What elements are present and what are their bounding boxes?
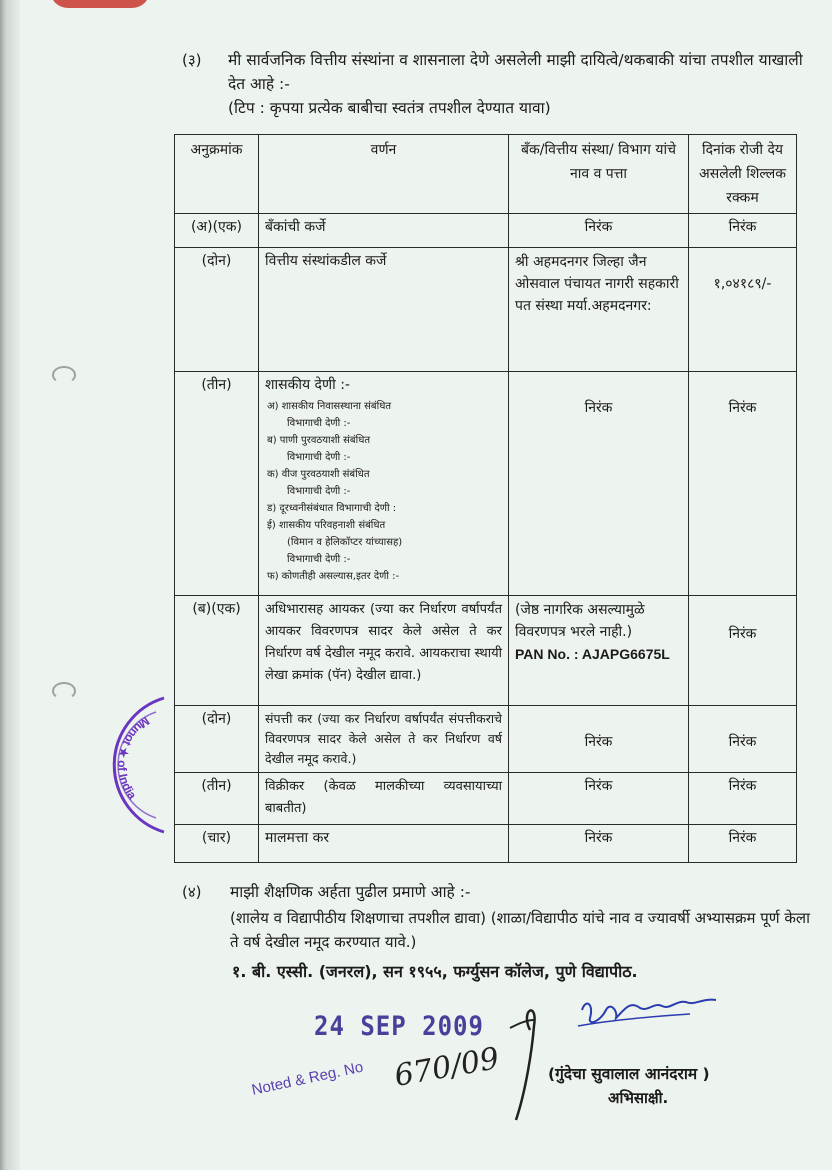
svg-text:Munot ★ of India [115, 714, 152, 802]
row-description [259, 372, 509, 596]
row-description: विक्रीकर (केवळ मालकीच्या व्यवसायाच्या बाबतीत) [259, 773, 509, 825]
row-amount: निरंक [689, 773, 797, 825]
list-item: फ) कोणतीही असल्यास,इतर देणी :- [267, 571, 400, 582]
table-row [175, 214, 797, 248]
section-4-intro: माझी शैक्षणिक अर्हता पुढील प्रमाणे आहे :- [230, 883, 471, 901]
punch-hole-mark [52, 366, 76, 384]
education-entry: १. बी. एस्सी. (जनरल), सन १९५५, फर्ग्युसन कॉलेज, पुणे विद्यापीठ. [232, 962, 638, 981]
row-description: बँकांची कर्जे [259, 214, 509, 248]
row-institution: निरंक [509, 825, 689, 863]
row-institution: निरंक [509, 773, 689, 825]
row-institution: निरंक [509, 214, 689, 248]
section-3-intro: मी सार्वजनिक वित्तीय संस्थांना व शासनाला देणे असलेली माझी दायित्वे/थकबाकी यांचा तपशील याखाली देत आहे :- [228, 51, 803, 93]
pan-number: PAN No. : AJAPG6675L [515, 646, 670, 662]
row-serial: (तीन) [175, 372, 259, 596]
row-serial: (अ)(एक) [175, 214, 259, 248]
row-serial: (ब)(एक) [175, 596, 259, 706]
list-item: ब) पाणी पुरवठयाशी संबंधित [267, 435, 371, 446]
section-4-note: (शालेय व विद्यापीठीय शिक्षणाचा तपशील द्यावा) (शाळा/विद्यापीठ यांचे नाव व ज्यावर्षी अभ्यासक्रम पूर्ण केला ते वर्ष देखील नमूद करण्यात यावे.) [230, 909, 810, 951]
section-3-number: (३) [182, 51, 202, 69]
notary-seal [86, 690, 176, 840]
row-description: अधिभारासह आयकर (ज्या कर निर्धारण वर्षापर्यंत आयकर विवरणपत्र सादर केले असेल ते कर निर्धारण वर्ष देखील नमूद करावे. आयकराचा स्थायी लेखा क्रमांक (पॅन) देखील द्यावा.) [259, 596, 509, 706]
list-item: (विमान व हेलिकॉप्टर यांच्यासह) [287, 537, 403, 548]
row-description: मालमत्ता कर [259, 825, 509, 863]
row-serial: (दोन) [175, 706, 259, 773]
header-description: वर्णन [259, 135, 509, 214]
list-item: विभागाची देणी :- [287, 486, 351, 497]
government-dues-list [265, 398, 502, 585]
page-edge-shadow [0, 0, 20, 1170]
signatory-title: अभिसाक्षी. [608, 1089, 669, 1107]
seal-text: Munot ★ of India [115, 713, 153, 802]
header-serial: अनुक्रमांक [175, 135, 259, 214]
list-item: ड) दूरध्वनीसंबंधात विभागाची देणी : [267, 503, 397, 514]
row-institution: निरंक [509, 372, 689, 596]
table-row [175, 706, 797, 773]
income-tax-note: (जेष्ठ नागरिक असल्यामुळे विवरणपत्र भरले नाही.) [515, 602, 645, 640]
list-item: अ) शासकीय निवासस्थाना संबंधित [267, 401, 392, 412]
row-description-title: शासकीय देणी :- [265, 377, 350, 393]
table-row [175, 825, 797, 863]
list-item: विभागाची देणी :- [287, 418, 351, 429]
row-amount: निरंक [689, 596, 797, 706]
signatory-name: (गुंदेचा सुवालाल आनंदराम ) [548, 1065, 710, 1083]
header-institution: बँक/वित्तीय संस्था/ विभाग यांचे नाव व पत्ता [509, 135, 689, 214]
row-amount: निरंक [689, 214, 797, 248]
noted-reg-stamp: Noted & Reg. No [250, 1058, 365, 1099]
table-row [175, 372, 797, 596]
table-row [175, 596, 797, 706]
row-description: संपत्ती कर (ज्या कर निर्धारण वर्षापर्यंत संपत्तीकराचे विवरणपत्र सादर केले असेल ते कर निर्धारण वर्ष देखील नमूद करावे.) [259, 706, 509, 773]
row-amount: १,०४१८९/- [689, 248, 797, 372]
registration-number: 670/09 [391, 1041, 502, 1094]
section-4-number: (४) [182, 883, 202, 901]
table-row [175, 248, 797, 372]
table-header-row [175, 135, 797, 214]
list-item: विभागाची देणी :- [287, 554, 351, 565]
row-serial: (दोन) [175, 248, 259, 372]
list-item: विभागाची देणी :- [287, 452, 351, 463]
section-3-note: (टिप : कृपया प्रत्येक बाबीचा स्वतंत्र तपशील देण्यात यावा) [228, 99, 551, 117]
row-institution: निरंक [509, 706, 689, 773]
date-stamp: 24 SEP 2009 [314, 1010, 484, 1042]
list-item: ई) शासकीय परिवहनाशी संबंधित [267, 520, 386, 531]
table-row [175, 773, 797, 825]
liabilities-table [174, 134, 797, 863]
row-institution: श्री अहमदनगर जिल्हा जैन ओसवाल पंचायत नागरी सहकारी पत संस्था मर्या.अहमदनगर: [509, 248, 689, 372]
row-description: वित्तीय संस्थांकडील कर्जे [259, 248, 509, 372]
row-amount: निरंक [689, 825, 797, 863]
header-amount: दिनांक रोजी देय असलेली शिल्लक रक्कम [689, 135, 797, 214]
row-serial: (तीन) [175, 773, 259, 825]
punch-hole-mark [52, 682, 76, 700]
row-serial: (चार) [175, 825, 259, 863]
top-stamp-fragment [50, 0, 150, 8]
row-amount: निरंक [689, 372, 797, 596]
list-item: क) वीज पुरवठयाशी संबंधित [267, 469, 370, 480]
row-amount: निरंक [689, 706, 797, 773]
row-institution [509, 596, 689, 706]
